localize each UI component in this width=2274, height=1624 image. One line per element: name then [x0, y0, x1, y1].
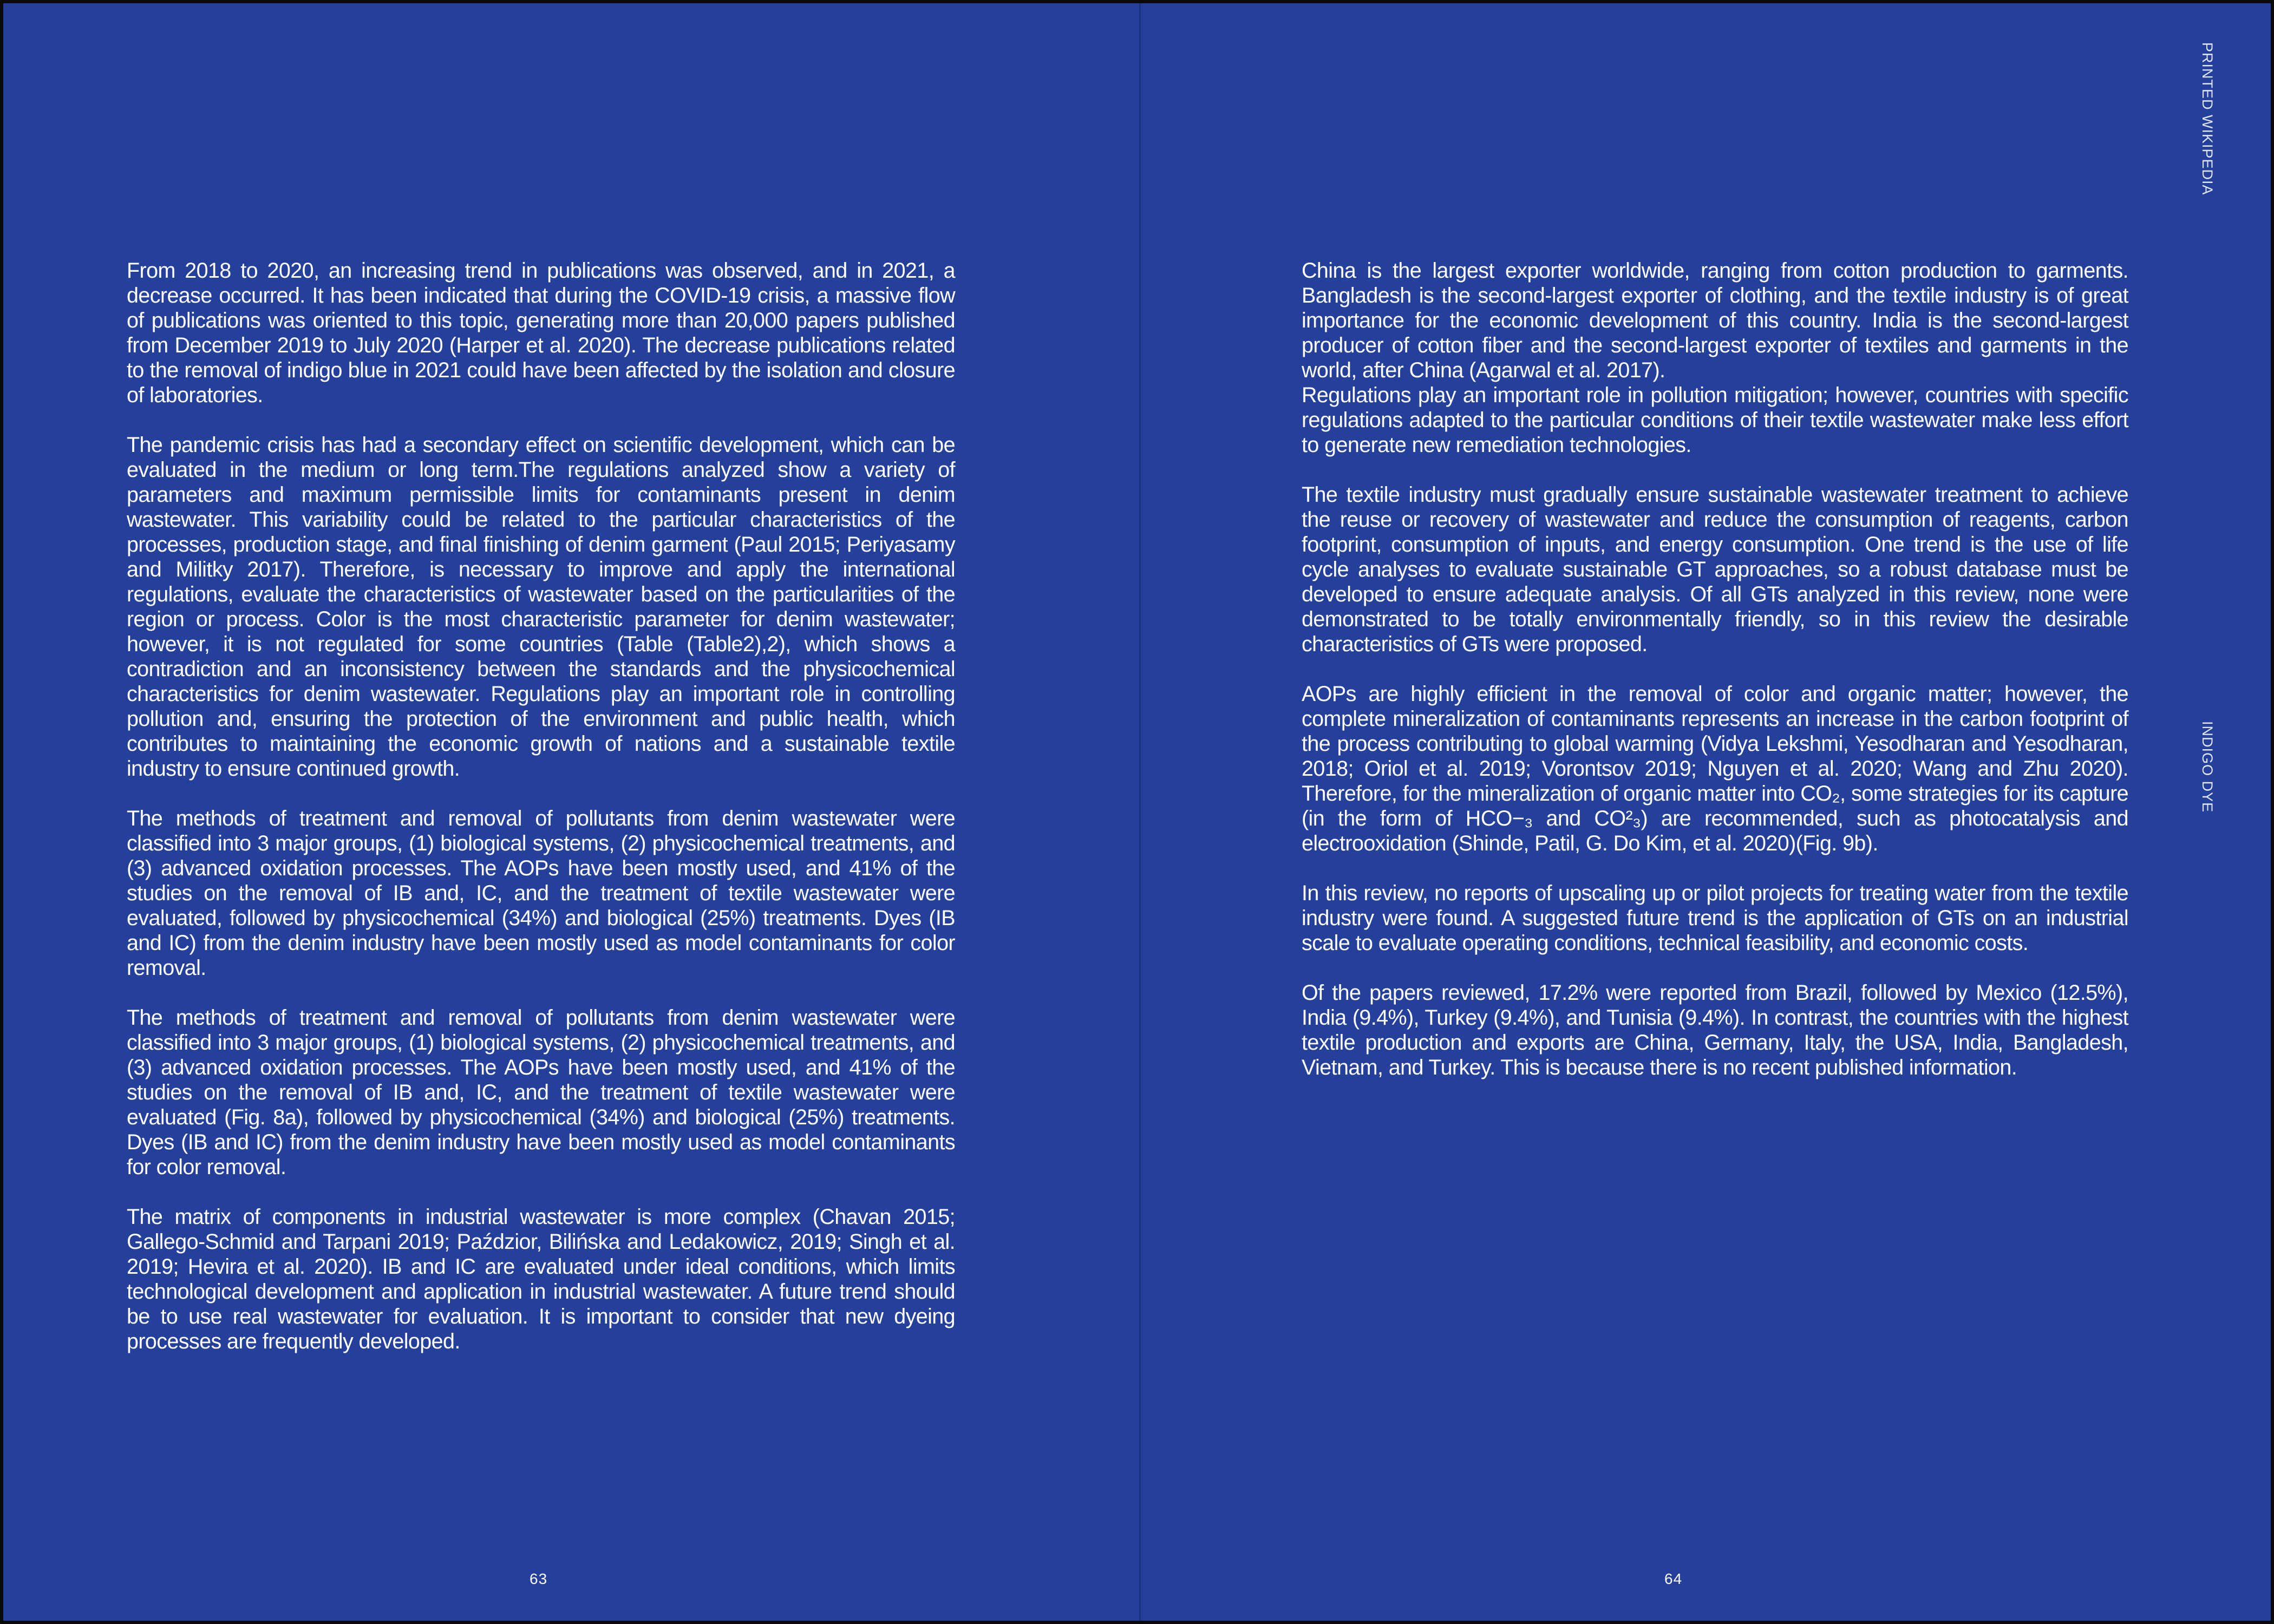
left-page-text-column	[127, 258, 955, 1379]
running-header-publication: PRINTED WIKIPEDIA	[2199, 42, 2216, 195]
body-paragraph: The matrix of components in industrial wastewater is more complex (Chavan 2015; Gallego-Schmid and Tarpani 2019; Paździor, Bilińska and Ledakowicz, 2019; Singh et al. 2019; Hevira et al. 2020). IB and IC are evaluated under ideal conditions, which limits technological development and application in industrial wastewater. A future trend should be to use real wastewater for evaluation. It is important to consider that new dyeing processes are frequently developed.	[127, 1205, 955, 1353]
left-page	[3, 3, 1139, 1621]
body-paragraph: In this review, no reports of upscaling up or pilot projects for treating water from the textile industry were found. A suggested future trend is the application of GTs on an industrial scale to evaluate operating conditions, technical feasibility, and economic costs.	[1302, 881, 2128, 955]
page-number-left: 63	[530, 1570, 548, 1587]
body-paragraph: The methods of treatment and removal of pollutants from denim wastewater were classified into 3 major groups, (1) biological systems, (2) physicochemical treatments, and (3) advanced oxidation processes. The AOPs have been mostly used, and 41% of the studies on the removal of IB and, IC, and the treatment of textile wastewater were evaluated (Fig. 8a), followed by physicochemical (34%) and biological (25%) treatments. Dyes (IB and IC) from the denim industry have been mostly used as model contaminants for color removal.	[127, 1006, 955, 1179]
body-paragraph: China is the largest exporter worldwide, ranging from cotton production to garments. Bangladesh is the second-largest exporter of clothing, and the textile industry is of great importance for the economic development of this country. India is the second-largest producer of cotton fiber and the second-largest exporter of textiles and garments in the world, after China (Agarwal et al. 2017).	[1302, 259, 2128, 382]
right-page	[1141, 3, 2274, 1621]
body-paragraph: The methods of treatment and removal of pollutants from denim wastewater were classified into 3 major groups, (1) biological systems, (2) physicochemical treatments, and (3) advanced oxidation processes. The AOPs have been mostly used, and 41% of the studies on the removal of IB and, IC, and the treatment of textile wastewater were evaluated, followed by physicochemical (34%) and biological (25%) treatments. Dyes (IB and IC) from the denim industry have been mostly used as model contaminants for color removal.	[127, 807, 955, 980]
body-paragraph: Of the papers reviewed, 17.2% were reported from Brazil, followed by Mexico (12.5%), India (9.4%), Turkey (9.4%), and Tunisia (9.4%). In contrast, the countries with the highest textile production and exports are China, Germany, Italy, the USA, India, Bangladesh, Vietnam, and Turkey. This is because there is no recent published information.	[1302, 981, 2128, 1079]
body-paragraph: The textile industry must gradually ensure sustainable wastewater treatment to achieve the reuse or recovery of wastewater and reduce the consumption of reagents, carbon footprint, consumption of inputs, and energy consumption. One trend is the use of life cycle analyses to evaluate sustainable GT approaches, so a robust database must be developed to ensure adequate analysis. Of all GTs analyzed in this review, none were demonstrated to be totally environmentally friendly, so in this review the desirable characteristics of GTs were proposed.	[1302, 483, 2128, 656]
body-paragraph: AOPs are highly efficient in the removal of color and organic matter; however, the complete mineralization of contaminants represents an increase in the carbon footprint of the process contributing to global warming (Vidya Lekshmi, Yesodharan and Yesodharan, 2018; Oriol et al. 2019; Vorontsov 2019; Nguyen et al. 2020; Wang and Zhu 2020). Therefore, for the mineralization of organic matter into CO₂, some strategies for its capture (in the form of HCO−₃ and CO²₃) are recommended, such as photocatalysis and electrooxidation (Shinde, Patil, G. Do Kim, et al. 2020)(Fig. 9b).	[1302, 682, 2128, 855]
page-number-right: 64	[1664, 1570, 1683, 1587]
body-paragraph: Regulations play an important role in pollution mitigation; however, countries with specific regulations adapted to the particular conditions of their textile wastewater make less effort to generate new remediation technologies.	[1302, 383, 2128, 457]
right-page-text-column	[1302, 258, 2128, 1105]
running-header-topic: INDIGO DYE	[2199, 721, 2216, 813]
body-paragraph: The pandemic crisis has had a secondary effect on scientific development, which can be evaluated in the medium or long term.The regulations analyzed show a variety of parameters and maximum permissible limits for contaminants present in denim wastewater. This variability could be related to the particular characteristics of the processes, production stage, and final finishing of denim garment (Paul 2015; Periyasamy and Militky 2017). Therefore, is necessary to improve and apply the international regulations, evaluate the characteristics of wastewater based on the particularities of the region or process. Color is the most characteristic parameter for denim wastewater; however, it is not regulated for some countries (Table (Table2),2), which shows a contradiction and an inconsistency between the standards and the physicochemical characteristics for denim wastewater. Regulations play an important role in controlling pollution and, ensuring the protection of the environment and public health, which contributes to maintaining the economic growth of nations and a sustainable textile industry to ensure continued growth.	[127, 433, 955, 781]
body-paragraph: From 2018 to 2020, an increasing trend in publications was observed, and in 2021, a decrease occurred. It has been indicated that during the COVID-19 crisis, a massive flow of publications was oriented to this topic, generating more than 20,000 papers published from December 2019 to July 2020 (Harper et al. 2020). The decrease publications related to the removal of indigo blue in 2021 could have been affected by the isolation and closure of laboratories.	[127, 259, 955, 407]
